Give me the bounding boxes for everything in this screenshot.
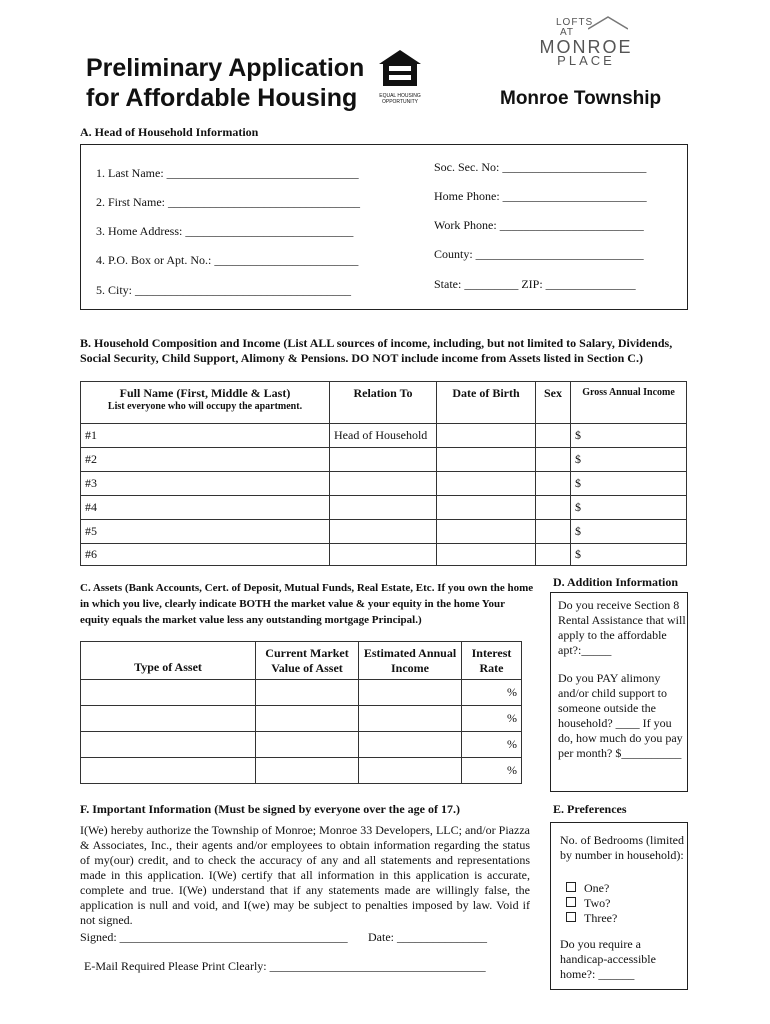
- lofts-logo: [526, 18, 646, 66]
- po-box-field[interactable]: 4. P.O. Box or Apt. No.: ________________________: [96, 253, 359, 267]
- equal-housing-icon: [377, 48, 423, 88]
- asset-type[interactable]: [81, 732, 256, 758]
- row-num: #2: [81, 448, 330, 472]
- logo-text-3: MONROE: [539, 37, 633, 57]
- row-dob[interactable]: [437, 520, 536, 544]
- col-sex-header: Sex: [536, 382, 571, 424]
- section-b-heading: B. Household Composition and Income (List ALL sources of income, including, but not limited to Salary, Dividends, Social Security, Child Support, Alimony & Pensions. DO NOT include income from Assets listed in Section C.): [80, 336, 673, 365]
- row-num: #6: [81, 544, 330, 566]
- option-label: Two?: [584, 896, 611, 910]
- row-num: #3: [81, 472, 330, 496]
- col-relation-header: Relation To: [330, 382, 437, 424]
- row-sex[interactable]: [536, 448, 571, 472]
- table-row: [81, 520, 687, 544]
- option-label: Three?: [584, 911, 618, 925]
- asset-value[interactable]: [256, 758, 359, 784]
- asset-rate[interactable]: %: [462, 706, 522, 732]
- row-income[interactable]: $: [571, 496, 687, 520]
- section-a-heading: A. Head of Household Information: [80, 125, 259, 139]
- row-sex[interactable]: [536, 544, 571, 566]
- row-num: #1: [81, 424, 330, 448]
- asset-rate[interactable]: %: [462, 680, 522, 706]
- signature-field[interactable]: Signed: ______________________________________: [80, 930, 348, 944]
- household-table: [80, 381, 687, 566]
- row-income[interactable]: $: [571, 472, 687, 496]
- table-row: [81, 680, 522, 706]
- home-address-field[interactable]: 3. Home Address: ____________________________: [96, 224, 354, 238]
- col-market-header: Current Market Value of Asset: [256, 642, 359, 680]
- row-relation[interactable]: [330, 520, 437, 544]
- city-field[interactable]: 5. City: ____________________________________: [96, 283, 352, 297]
- asset-rate[interactable]: %: [462, 732, 522, 758]
- row-income[interactable]: $: [571, 448, 687, 472]
- row-relation[interactable]: [330, 544, 437, 566]
- title-line-2: for Affordable Housing: [86, 84, 358, 112]
- email-field[interactable]: E-Mail Required Please Print Clearly: ____________________________________: [84, 959, 486, 973]
- table-row: [81, 472, 687, 496]
- row-sex[interactable]: [536, 472, 571, 496]
- assets-table: [80, 641, 522, 784]
- asset-type[interactable]: [81, 680, 256, 706]
- section-f-heading: F. Important Information (Must be signed by everyone over the age of 17.): [80, 802, 460, 816]
- last-name-field[interactable]: 1. Last Name: ________________________________: [96, 166, 359, 180]
- equal-housing-logo: [377, 48, 423, 105]
- row-num: #4: [81, 496, 330, 520]
- bedroom-option-three[interactable]: [566, 911, 617, 926]
- row-income[interactable]: $: [571, 544, 687, 566]
- col-name-sub: List everyone who will occupy the apartment.: [107, 401, 303, 412]
- work-phone-field[interactable]: Work Phone: ________________________: [434, 218, 644, 232]
- checkbox-icon[interactable]: [566, 882, 576, 892]
- row-sex[interactable]: [536, 520, 571, 544]
- first-name-field[interactable]: 2. First Name: ________________________________: [96, 195, 360, 209]
- authorization-text: I(We) hereby authorize the Township of Monroe; Monroe 33 Developers, LLC; and/or Piazza & Associates, Inc., their agents and/or employees to obtain information regarding the status of my(our) credit, and to check the accuracy of any and all statements and representations made in this application. I(We) certify that all information in this application is accurate, complete and true. I(We) understand that if any statements made are willingly false, the application is null and void, and I(we) may be subject to penalties imposed by law. Void if not signed.: [80, 823, 530, 927]
- ssn-field[interactable]: Soc. Sec. No: ________________________: [434, 160, 647, 174]
- section-e-heading: E. Preferences: [553, 802, 627, 816]
- table-row: [81, 706, 522, 732]
- row-income[interactable]: $: [571, 520, 687, 544]
- table-row: [81, 448, 687, 472]
- section-d-heading: D. Addition Information: [553, 575, 679, 589]
- section-c-heading: C. Assets (Bank Accounts, Cert. of Deposit, Mutual Funds, Real Estate, Etc. If you own the home in which you live, clearly indicate BOTH the market value & your equity in the home Your equity equals the market value less any outstanding mortgage Principal.): [80, 582, 534, 626]
- row-income[interactable]: $: [571, 424, 687, 448]
- table-row: [81, 496, 687, 520]
- col-rate-header: Interest Rate: [462, 642, 522, 680]
- eho-text: EQUAL HOUSING OPPORTUNITY: [379, 93, 421, 105]
- col-name-header: [81, 382, 330, 424]
- table-row: [81, 424, 687, 448]
- asset-type[interactable]: [81, 706, 256, 732]
- col-type-header: Type of Asset: [81, 642, 256, 680]
- asset-income[interactable]: [359, 706, 462, 732]
- row-num: #5: [81, 520, 330, 544]
- row-dob[interactable]: [437, 472, 536, 496]
- option-label: One?: [584, 881, 610, 895]
- title-line-1: Preliminary Application: [86, 54, 365, 82]
- col-est-income-header: Estimated Annual Income: [359, 642, 462, 680]
- township-name: Monroe Township: [500, 88, 662, 109]
- row-relation[interactable]: [330, 496, 437, 520]
- handicap-question[interactable]: Do you require a handicap-accessible home?: ______: [560, 937, 656, 981]
- asset-income[interactable]: [359, 758, 462, 784]
- table-row: [81, 544, 687, 566]
- logo-text-2: AT: [560, 27, 575, 38]
- col-income-header: Gross Annual Income: [571, 382, 687, 424]
- home-phone-field[interactable]: Home Phone: ________________________: [434, 189, 647, 203]
- asset-rate[interactable]: %: [462, 758, 522, 784]
- asset-income[interactable]: [359, 732, 462, 758]
- asset-income[interactable]: [359, 680, 462, 706]
- logo-text-4: PLACE: [557, 53, 615, 68]
- row-dob[interactable]: [437, 448, 536, 472]
- page-title: [86, 53, 364, 113]
- asset-value[interactable]: [256, 706, 359, 732]
- row-dob[interactable]: [437, 424, 536, 448]
- col-name-label: Full Name (First, Middle & Last): [119, 386, 291, 400]
- section8-question[interactable]: Do you receive Section 8 Rental Assistance that will apply to the affordable apt?:_____: [558, 598, 686, 657]
- logo-text-1: LOFTS: [556, 17, 594, 28]
- roof-icon: [588, 16, 628, 30]
- row-sex[interactable]: [536, 496, 571, 520]
- row-dob[interactable]: [437, 544, 536, 566]
- row-sex[interactable]: [536, 424, 571, 448]
- row-relation[interactable]: Head of Household: [330, 424, 437, 448]
- bedroom-option-two[interactable]: [566, 896, 610, 911]
- table-row: [81, 732, 522, 758]
- county-field[interactable]: County: ____________________________: [434, 247, 644, 261]
- bedroom-option-one[interactable]: [566, 881, 609, 896]
- alimony-question[interactable]: Do you PAY alimony and/or child support to someone outside the household? ____ If you do, how much do you pay per month? $__________: [558, 671, 683, 760]
- asset-value[interactable]: [256, 732, 359, 758]
- table-row: [81, 758, 522, 784]
- asset-type[interactable]: [81, 758, 256, 784]
- date-field[interactable]: Date: _______________: [368, 930, 487, 944]
- state-zip-field[interactable]: State: _________ ZIP: _______________: [434, 277, 636, 291]
- row-relation[interactable]: [330, 448, 437, 472]
- row-relation[interactable]: [330, 472, 437, 496]
- checkbox-icon[interactable]: [566, 897, 576, 907]
- bedrooms-label: No. of Bedrooms (limited by number in household):: [560, 833, 684, 862]
- row-dob[interactable]: [437, 496, 536, 520]
- checkbox-icon[interactable]: [566, 912, 576, 922]
- asset-value[interactable]: [256, 680, 359, 706]
- col-dob-header: Date of Birth: [437, 382, 536, 424]
